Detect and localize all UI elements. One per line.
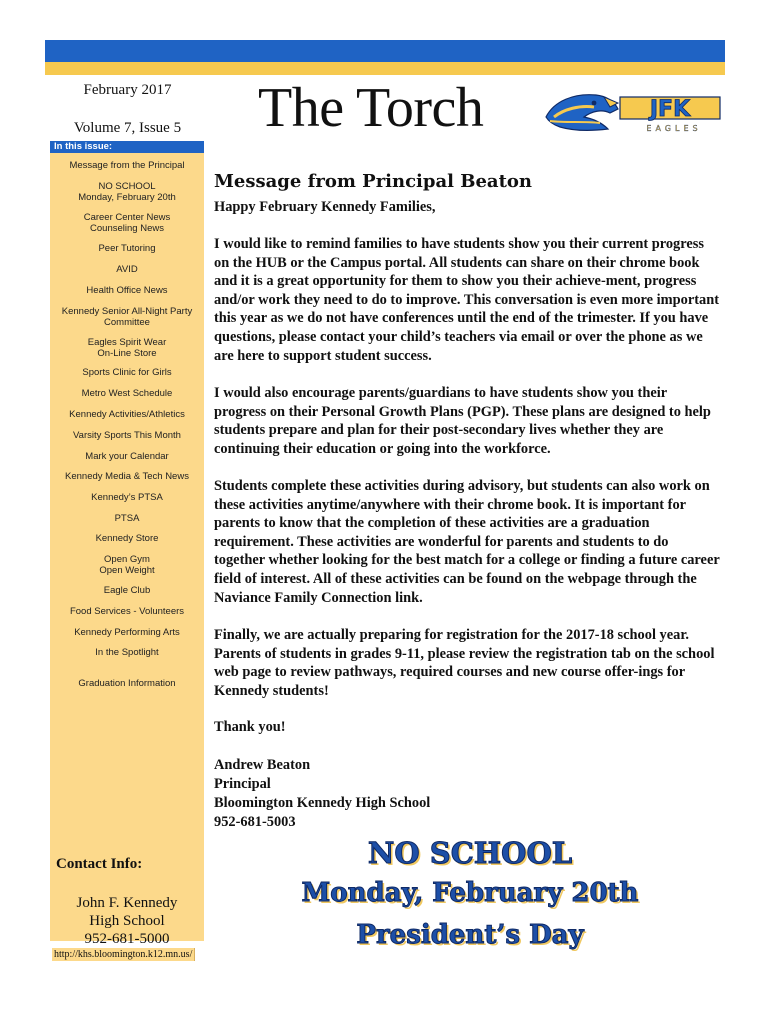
toc-item[interactable]: Mark your Calendar	[85, 451, 169, 462]
sidebar-heading: In this issue:	[50, 141, 204, 153]
sidebar	[50, 141, 204, 947]
logo-subtext: EAGLES	[646, 124, 702, 133]
toc-item[interactable]: PTSA	[114, 513, 140, 524]
toc-item[interactable]: Counseling News	[90, 223, 164, 234]
toc-item[interactable]: NO SCHOOL	[98, 181, 156, 192]
toc-item[interactable]: In the Spotlight	[95, 647, 159, 658]
banner-gold-stripe	[45, 62, 725, 75]
masthead-title: The Torch	[258, 77, 484, 139]
contact-title: Contact Info:	[56, 856, 143, 872]
banner-blue-stripe	[45, 40, 725, 62]
toc-item[interactable]: Kennedy Senior All-Night Party	[61, 306, 193, 317]
toc-item[interactable]: Message from the Principal	[69, 160, 185, 171]
contact-phone: 952-681-5000	[84, 931, 170, 947]
signature-title: Principal	[214, 776, 271, 792]
signature-name: Andrew Beaton	[214, 757, 311, 773]
issue-date: February 2017	[83, 82, 172, 98]
toc-item[interactable]: Graduation Information	[78, 678, 176, 689]
signature-school: Bloomington Kennedy High School	[214, 795, 431, 811]
article-paragraph-1: I would like to remind families to have students show you their current progress on the HUB or the Campus portal. All students can share on their chrome book and it is a great opportunity for them to show you their achieve-ment, progress and/or work they need to do to improve. This conversation is even more important this year as we do not have conferences until the end of the trimester. If you have questions, please contact your child’s teachers via email or over the phone as we are here to support student success.	[214, 236, 719, 364]
jfk-eagles-logo	[544, 87, 724, 145]
contact-school-type: High School	[89, 913, 165, 929]
contact-school-name: John F. Kennedy	[76, 895, 178, 911]
toc-item[interactable]: Sports Clinic for Girls	[82, 367, 172, 378]
logo-text: JFK	[649, 97, 691, 122]
toc-item[interactable]: Kennedy Performing Arts	[74, 627, 180, 638]
toc-item[interactable]: Open Gym	[104, 554, 150, 565]
toc-item[interactable]: Kennedy Media & Tech News	[65, 471, 189, 482]
toc-item[interactable]: Metro West Schedule	[81, 388, 173, 399]
toc-item[interactable]: Monday, February 20th	[78, 192, 176, 203]
contact-url-link[interactable]: http://khs.bloomington.k12.mn.us/	[52, 948, 195, 961]
toc-item[interactable]: Eagles Spirit Wear	[87, 337, 167, 348]
toc-item[interactable]: Kennedy Activities/Athletics	[69, 409, 185, 420]
callout-date: Monday, February 20th	[301, 878, 639, 908]
callout-no-school: NO SCHOOL	[367, 836, 573, 870]
article-thanks: Thank you!	[214, 719, 286, 735]
toc-item[interactable]: Committee	[104, 317, 150, 328]
toc-item[interactable]: Food Services - Volunteers	[69, 606, 185, 617]
article-paragraph-2: I would also encourage parents/guardians to have students show you their progress on their Personal Growth Plans (PGP). These plans are designed to help students prepare and plan for their post-secondary lives whether they are continuing their education or going into the workforce.	[214, 385, 711, 457]
signature-phone: 952-681-5003	[214, 814, 296, 830]
toc-item[interactable]: Kennedy’s PTSA	[91, 492, 163, 503]
toc-item[interactable]: AVID	[116, 264, 138, 275]
toc-item[interactable]: Kennedy Store	[95, 533, 159, 544]
toc-item[interactable]: Health Office News	[86, 285, 168, 296]
toc-item[interactable]: Varsity Sports This Month	[73, 430, 181, 441]
article-paragraph-3: Students complete these activities during advisory, but students can also work on these activities anytime/anywhere with their chrome book. It is important for parents to know that the completion of these activities are a graduation requirement. These activities are wonderful for parents and students to do together whether looking for the best match for a college or finding a future career field of interest. All of these activities can be found on the webpage through the Naviance Family Connection link.	[214, 478, 720, 606]
toc-item[interactable]: Eagle Club	[103, 585, 151, 596]
issue-volume: Volume 7, Issue 5	[73, 120, 182, 136]
article-greeting: Happy February Kennedy Families,	[214, 199, 436, 215]
toc-item[interactable]: Career Center News	[83, 212, 171, 223]
article-title: Message from Principal Beaton	[214, 171, 532, 192]
article-paragraph-4: Finally, we are actually preparing for registration for the 2017-18 school year. Parents of students in grades 9-11, please review the registration tab on the school web page to review pathways, required courses and new course offer-ings for Kennedy students!	[214, 627, 715, 699]
toc-item[interactable]: Open Weight	[99, 565, 155, 576]
toc-item[interactable]: On-Line Store	[97, 348, 157, 359]
toc-item[interactable]: Peer Tutoring	[98, 243, 156, 254]
eagle-icon	[546, 95, 618, 131]
callout-holiday: President’s Day	[356, 920, 584, 950]
